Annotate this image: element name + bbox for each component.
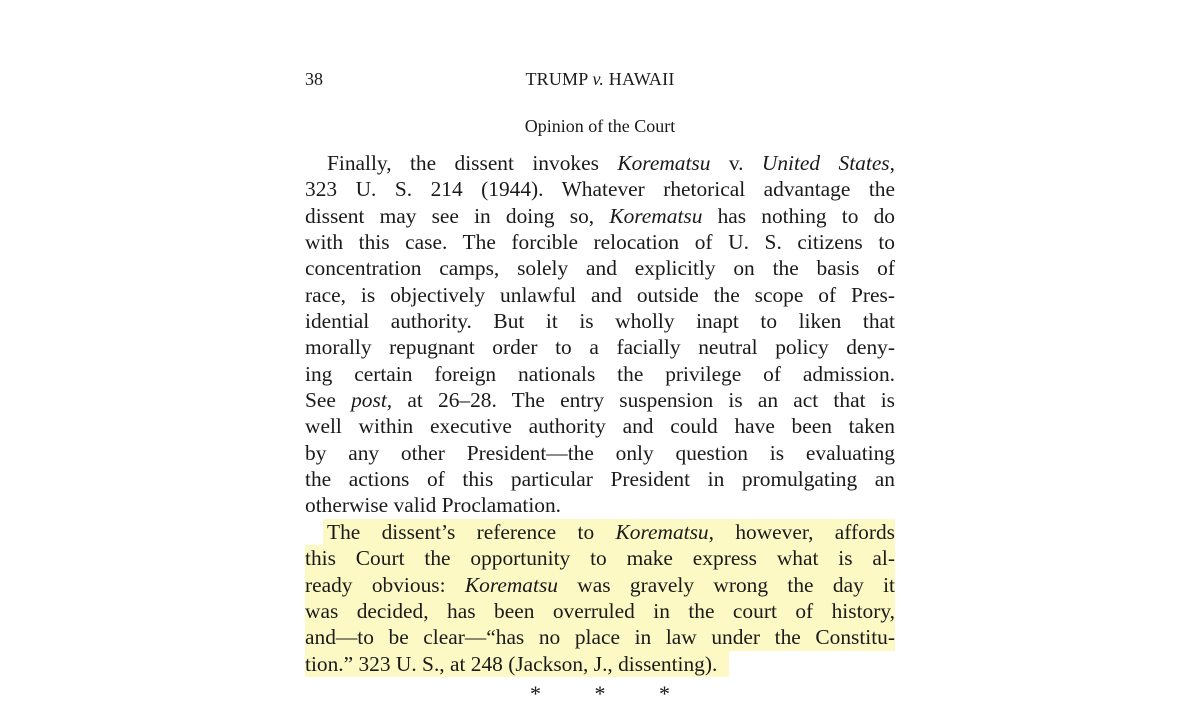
text-line: this Court the opportunity to make express what is al-	[305, 546, 895, 571]
text-line	[323, 519, 895, 545]
text-line: concentration camps, solely and explicitly on the basis of	[305, 256, 895, 281]
text-line	[305, 572, 895, 598]
opinion-subheading: Opinion of the Court	[524, 116, 676, 136]
text-run: The dissent’s reference to	[327, 519, 616, 544]
text-line	[305, 150, 895, 176]
paragraph-korematsu-invoked	[305, 150, 895, 519]
text-line: was decided, has been overruled in the court of history,	[305, 598, 895, 623]
text-run: ,	[889, 151, 895, 175]
running-head-part: TRUMP	[525, 69, 593, 89]
text-line: ing certain foreign nationals the privilege of admission.	[305, 361, 895, 386]
text-line: otherwise valid Proclamation.	[305, 493, 562, 518]
text-line: well within executive authority and could have been taken	[305, 414, 895, 439]
text-line	[305, 387, 895, 413]
text-run: was gravely wrong the day it	[557, 572, 895, 597]
text-line: with this case. The forcible relocation of U. S. citizens to	[305, 230, 895, 255]
text-run: ready obvious:	[305, 572, 465, 597]
section-break-asterisks	[530, 681, 670, 707]
text-line: tion.” 323 U. S., at 248 (Jackson, J., dissenting).	[305, 651, 729, 677]
text-line: morally repugnant order to a facially neutral policy deny-	[305, 335, 895, 360]
text-run: , however, affords	[708, 519, 896, 544]
text-line: idential authority. But it is wholly inapt to liken that	[305, 309, 895, 334]
text-run: has nothing to do	[702, 203, 895, 228]
text-run: See	[305, 388, 352, 413]
asterisk: *	[659, 681, 670, 706]
case-name: Korematsu	[609, 203, 703, 228]
asterisk: *	[594, 681, 606, 706]
text-run: dissent may see in doing so,	[305, 203, 610, 228]
case-name: United States	[761, 151, 890, 175]
text-run: at 26–28. The entry suspension is an act that is	[392, 388, 895, 413]
running-head-part: HAWAII	[604, 69, 675, 89]
text-line: and—to be clear—“has no place in law under the Constitu-	[305, 625, 895, 650]
case-name: Korematsu	[615, 519, 709, 544]
highlighted-paragraph-korematsu-overruled	[305, 519, 895, 677]
asterisk: *	[530, 681, 541, 706]
text-line: the actions of this particular President in promulgating an	[305, 467, 895, 492]
citation-signal: post,	[351, 388, 393, 413]
text-line: 323 U. S. 214 (1944). Whatever rhetorical advantage the	[305, 177, 895, 202]
running-head	[400, 66, 800, 92]
running-head-versus: v.	[592, 69, 605, 89]
page-number: 38	[305, 69, 323, 89]
text-line: by any other President—the only question is evaluating	[305, 440, 895, 465]
text-run: Finally, the dissent invokes	[327, 151, 618, 175]
text-run: v.	[710, 151, 762, 175]
case-name: Korematsu	[464, 572, 558, 597]
text-line: race, is objectively unlawful and outside the scope of Pres-	[305, 282, 895, 307]
opinion-body	[305, 150, 895, 677]
case-name: Korematsu	[617, 151, 711, 175]
text-line	[305, 203, 895, 229]
